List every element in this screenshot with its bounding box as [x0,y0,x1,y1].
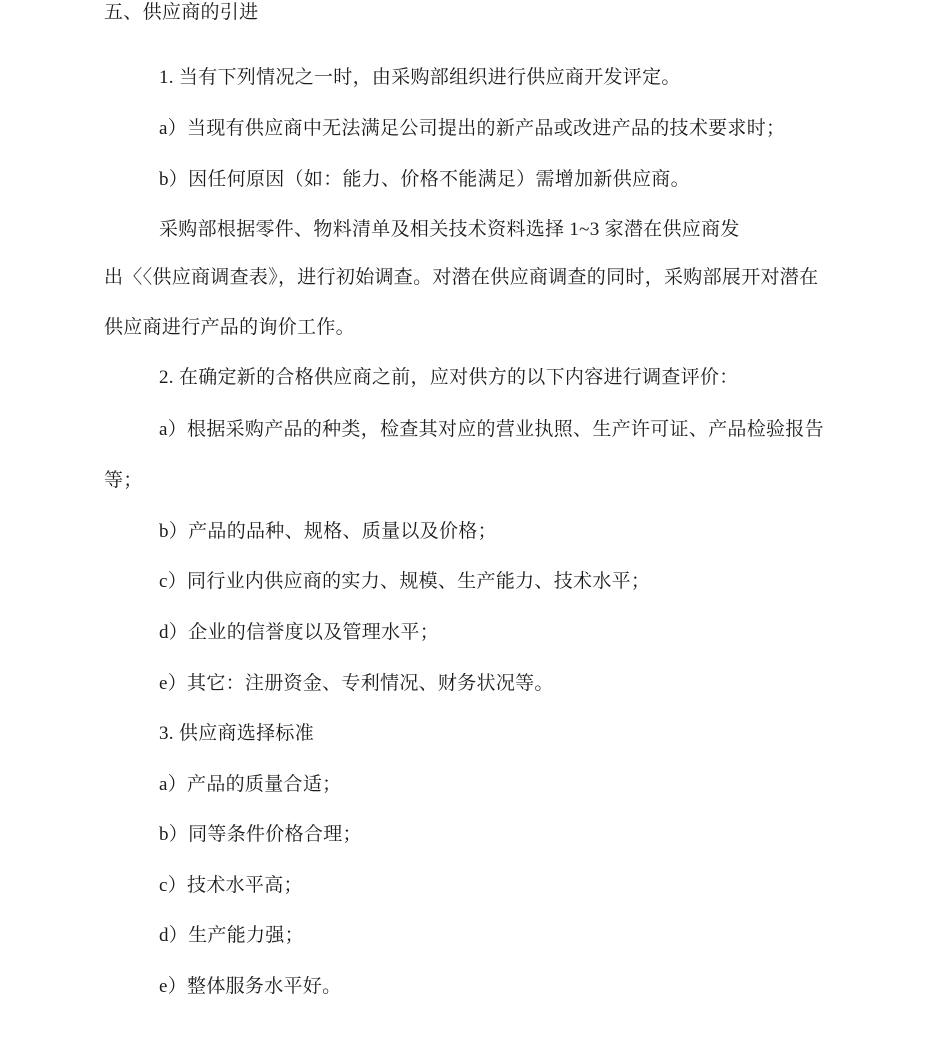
paragraph-line: b）同等条件价格合理； [159,824,362,845]
paragraph-line: a）产品的质量合适； [159,774,342,795]
paragraph-line: 出〈〈供应商调查表》，进行初始调查。对潜在供应商调查的同时，采购部展开对潜在 [104,267,819,288]
paragraph-line: b）产品的品种、规格、质量以及价格； [159,521,497,542]
paragraph-line: a）根据采购产品的种类，检查其对应的营业执照、生产许可证、产品检验报告 [159,419,824,440]
paragraph-line: c）技术水平高； [159,875,303,896]
paragraph-line: 2. 在确定新的合格供应商之前，应对供方的以下内容进行调查评价： [159,367,739,388]
paragraph-line: c）同行业内供应商的实力、规模、生产能力、技术水平； [159,571,651,592]
paragraph-line: 1. 当有下列情况之一时，由采购部组织进行供应商开发评定。 [159,67,681,88]
section-title: 五、供应商的引进 [104,2,259,23]
paragraph-line: e）整体服务水平好。 [159,976,342,997]
paragraph-line: b）因任何原因（如：能力、价格不能满足）需增加新供应商。 [159,169,690,190]
paragraph-line: 等； [104,470,143,491]
paragraph-line: a）当现有供应商中无法满足公司提出的新产品或改进产品的技术要求时； [159,118,786,139]
paragraph-line: e）其它：注册资金、专利情况、财务状况等。 [159,673,554,694]
paragraph-line: d）企业的信誉度以及管理水平； [159,622,440,643]
paragraph-line: 3. 供应商选择标准 [159,723,315,744]
paragraph-line: 供应商进行产品的询价工作。 [104,317,355,338]
paragraph-line: 采购部根据零件、物料清单及相关技术资料选择 1~3 家潜在供应商发 [159,219,740,240]
paragraph-line: d）生产能力强； [159,925,304,946]
